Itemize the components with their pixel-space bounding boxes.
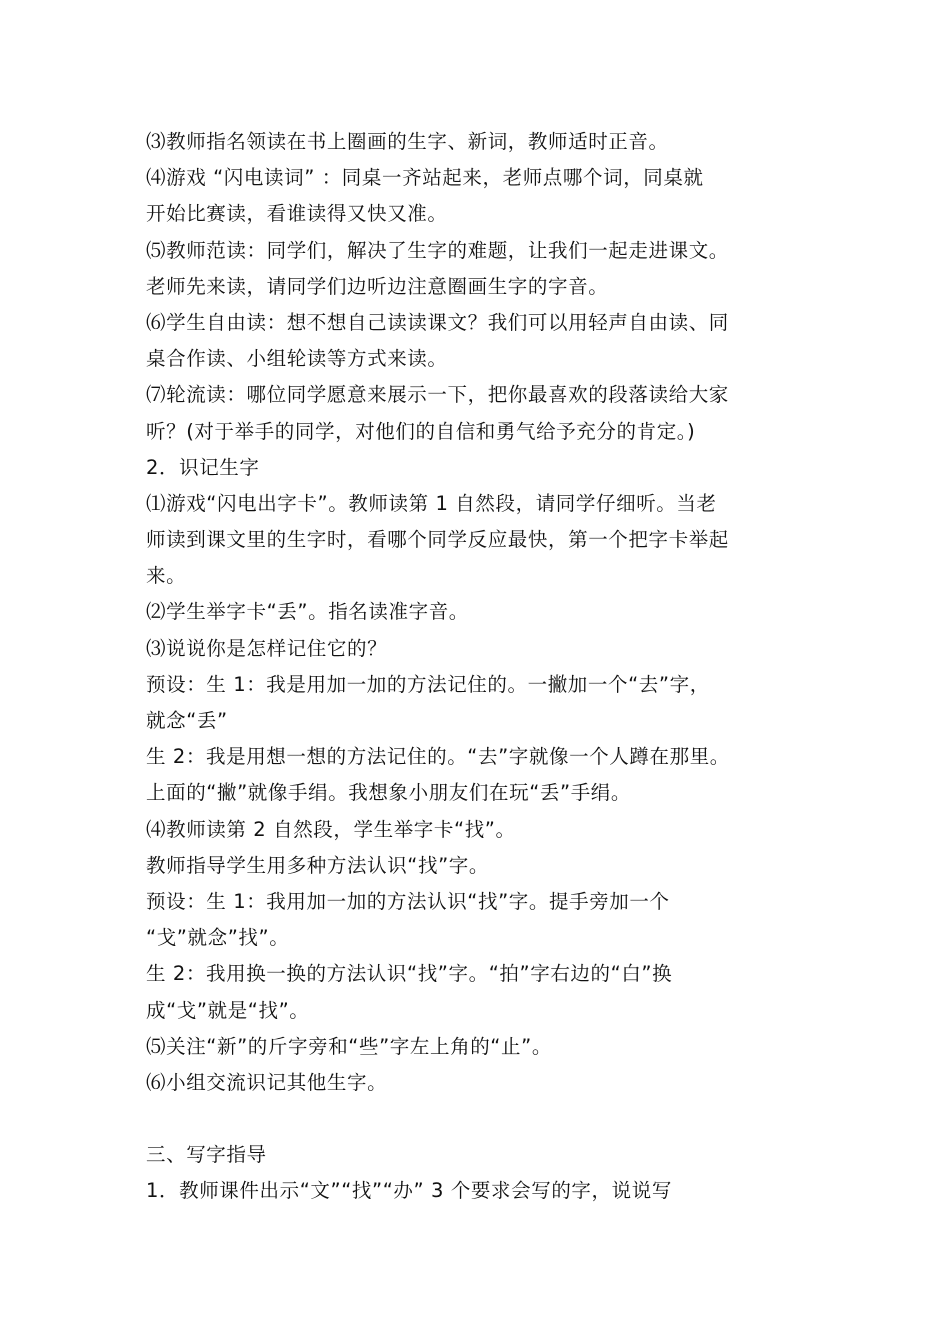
text-line: 生 2：我是用想一想的方法记住的。“去”字就像一个人蹲在那里。 xyxy=(146,745,730,769)
section-heading: 三、写字指导 xyxy=(146,1143,267,1167)
text-line: 预设：生 1：我是用加一加的方法记住的。一撇加一个“去”字， xyxy=(146,672,710,696)
text-line: 师读到课文里的生字时，看哪个同学反应最快，第一个把字卡举起 xyxy=(146,528,729,552)
text-line: 就念“丢” xyxy=(146,709,228,732)
text-line: 来。 xyxy=(146,564,187,588)
text-line: ⑷游戏 “闪电读词” ：同桌一齐站起来，老师点哪个词，同桌就 xyxy=(146,166,704,190)
text-line: ⑹小组交流识记其他生字。 xyxy=(146,1070,388,1094)
text-line: 老师先来读，请同学们边听边注意圈画生字的字音。 xyxy=(146,274,609,298)
text-line: ⑴游戏“闪电出字卡”。教师读第 1 自然段，请同学仔细听。当老 xyxy=(146,491,717,515)
text-line: ⑸关注“新”的斤字旁和“些”字左上角的“止”。 xyxy=(146,1034,552,1058)
blank-line xyxy=(146,1101,836,1137)
text-line: ⑺轮流读：哪位同学愿意来展示一下，把你最喜欢的段落读给大家 xyxy=(146,383,729,407)
text-line: 生 2：我用换一换的方法认识“找”字。“拍”字右边的“白”换 xyxy=(146,962,673,986)
text-line: 1．教师课件出示“文”“找”“办” 3 个要求会写的字，说说写 xyxy=(146,1179,672,1203)
text-line: 教师指导学生用多种方法认识“找”字。 xyxy=(146,853,490,877)
text-line: ⑸教师范读：同学们，解决了生字的难题，让我们一起走进课文。 xyxy=(146,238,729,262)
text-line: ⑹学生自由读：想不想自己读读课文？我们可以用轻声自由读、同 xyxy=(146,310,729,334)
document-body xyxy=(146,124,836,1210)
text-line: 开始比赛读，看谁读得又快又准。 xyxy=(146,202,448,226)
text-line: 成“戈”就是“找”。 xyxy=(146,998,310,1022)
text-line: 桌合作读、小组轮读等方式来读。 xyxy=(146,347,448,371)
text-line: “戈”就念”找”。 xyxy=(146,926,290,950)
text-line: 听？(对于举手的同学，对他们的自信和勇气给予充分的肯定。) xyxy=(146,419,696,443)
text-line: 上面的“撇”就像手绢。我想象小朋友们在玩“丢”手绢。 xyxy=(146,781,632,805)
text-line: ⑶教师指名领读在书上圈画的生字、新词，教师适时正音。 xyxy=(146,130,669,153)
section-heading: 2．识记生字 xyxy=(146,455,260,479)
text-line: ⑵学生举字卡“丢”。指名读准字音。 xyxy=(146,600,469,624)
text-line: ⑷教师读第 2 自然段，学生举字卡“找”。 xyxy=(146,817,516,841)
text-line: ⑶说说你是怎样记住它的？ xyxy=(146,636,388,660)
text-line: 预设：生 1：我用加一加的方法认识“找”字。提手旁加一个 xyxy=(146,889,670,913)
